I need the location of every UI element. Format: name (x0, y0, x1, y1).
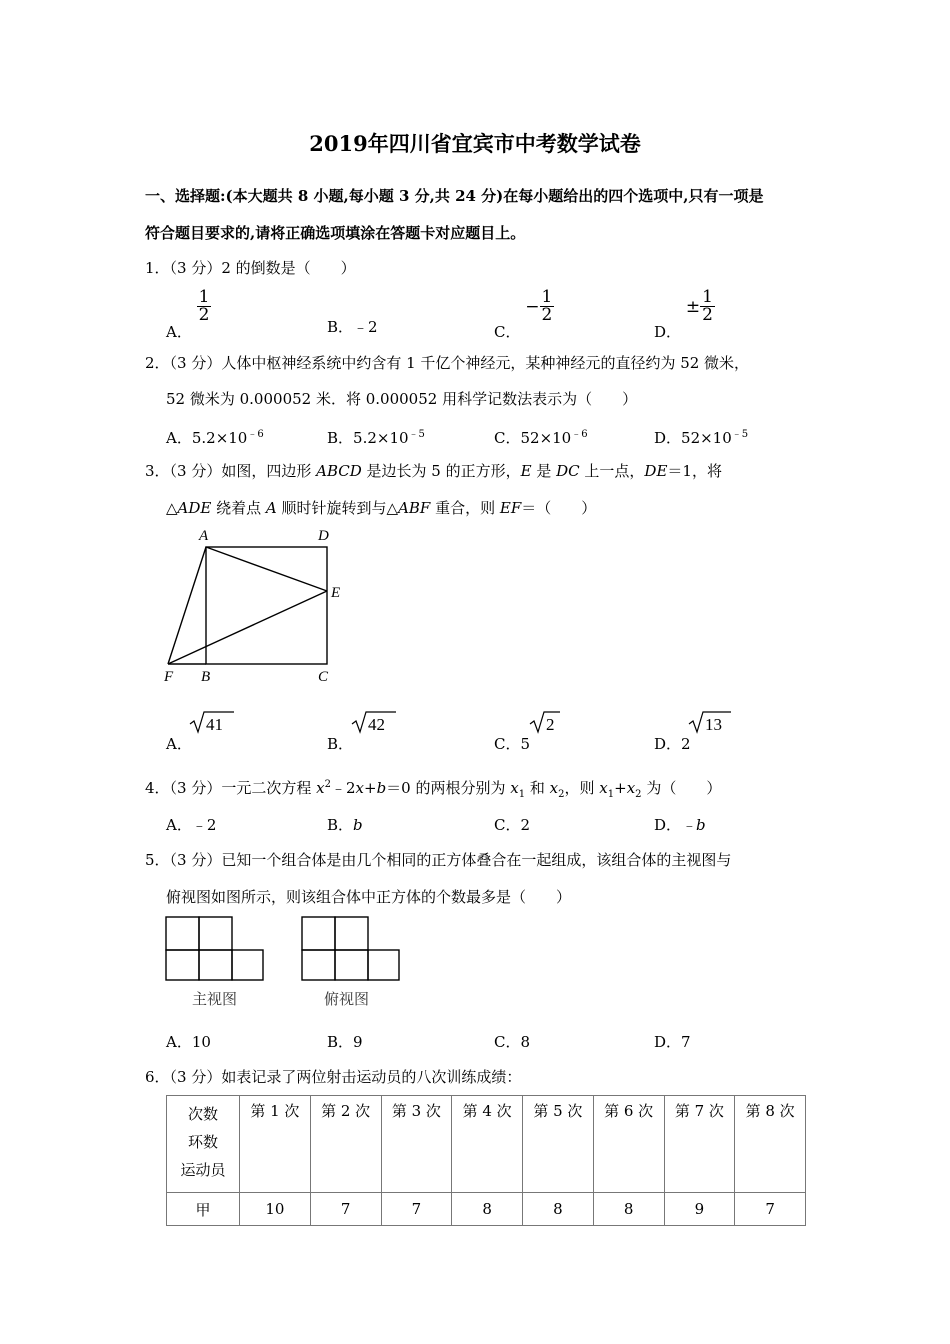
q1-a-fraction: $\frac{1}{2}$ (198, 287, 210, 325)
q2-option-d: D．$52\times 10^{﹣5}$ (654, 429, 749, 447)
label-a: A (199, 528, 209, 544)
square-abcd (206, 547, 327, 664)
table-header-row (167, 1096, 806, 1193)
q3-stem-line2: △ADE 绕着点 A 顺时针旋转到与△ABF 重合，则 EF＝（ ） (166, 499, 597, 517)
q4-stem: 4．（3 分）一元二次方程 $x^2﹣2x+b=0$ 的两根分别为 $x_1$ 和 $x_2$，则 $x_1+x_2$ 为（ ） (145, 779, 722, 800)
q5-stem-line1: 5．（3 分）已知一个组合体是由几个相同的正方体叠合在一起组成，该组合体的主视图与 (145, 851, 732, 869)
q3-b-sqrt (350, 710, 398, 736)
score-cell: 8 (452, 1193, 523, 1226)
segment-af (168, 547, 206, 664)
header-cell: 第 6 次 (593, 1096, 664, 1193)
front-view-label: 主视图 (192, 990, 238, 1008)
front-view-grid (166, 917, 263, 980)
q2-stem-line2: 52 微米为 0.000052 米．将 0.000052 用科学记数法表示为（ ） (166, 390, 638, 408)
q1-option-a (166, 289, 211, 342)
score-cell: 8 (593, 1193, 664, 1226)
q5-option-b: B．9 (327, 1033, 363, 1051)
q3-option-c: C．5 (494, 735, 531, 753)
q3-c-radicand: 2 (546, 715, 555, 734)
q1-option-b: B．﹣2 (327, 318, 378, 336)
q3-option-d: D．2 (654, 735, 691, 753)
q6-stem: 6．（3 分）如表记录了两位射击运动员的八次训练成绩： (145, 1068, 522, 1086)
header-cell: 第 4 次 (452, 1096, 523, 1193)
q3-d-radicand: 13 (705, 715, 722, 734)
q3-b-radicand: 42 (368, 715, 385, 734)
q5-option-a: A．10 (166, 1033, 211, 1051)
q2-option-c: C．$52\times 10^{﹣6}$ (494, 429, 588, 447)
q1-option-d: D． ± $\frac{1}{2}$ (654, 287, 713, 341)
page-title: 2019年四川省宜宾市中考数学试卷 (309, 131, 641, 156)
header-cell: 第 2 次 (310, 1096, 381, 1193)
q1-c-fraction: $\frac{1}{2}$ (541, 287, 553, 325)
label-e: E (331, 585, 341, 601)
header-cell: 第 7 次 (664, 1096, 735, 1193)
header-cell: 第 5 次 (523, 1096, 594, 1193)
q1-d-fraction: $\frac{1}{2}$ (702, 287, 713, 325)
segment-ae (206, 547, 327, 591)
q4-option-d: D．﹣b (654, 816, 706, 834)
q5-stem-line2: 俯视图如图所示，则该组合体中正方体的个数最多是（ ） (166, 888, 572, 906)
q1-a-label: A． (166, 322, 192, 341)
score-cell: 9 (664, 1193, 735, 1226)
q4-option-c: C．2 (494, 816, 531, 834)
q2-option-a: A．$5.2\times 10^{﹣6}$ (166, 429, 264, 447)
top-view-grid (302, 917, 399, 980)
row-name-cell: 甲 (167, 1193, 240, 1226)
q2-stem-line1: 2．（3 分）人体中枢神经系统中约含有 1 千亿个神经元，某种神经元的直径约为 52 微米， (145, 354, 750, 372)
score-table (166, 1095, 806, 1226)
header-cell: 第 3 次 (381, 1096, 452, 1193)
score-cell: 8 (523, 1193, 594, 1226)
table-row (167, 1193, 806, 1226)
header-cell: 第 1 次 (240, 1096, 311, 1193)
section-heading-line2: 符合题目要求的,请将正确选项填涂在答题卡对应题目上。 (145, 224, 526, 242)
score-cell: 7 (310, 1193, 381, 1226)
q2-option-b: B．$5.2\times 10^{﹣5}$ (327, 429, 425, 447)
q3-square-figure (155, 520, 355, 690)
table-corner-cell: 次数 环数 运动员 (167, 1096, 240, 1193)
q3-a-sqrt (188, 710, 236, 736)
q4-option-a: A．﹣2 (166, 816, 217, 834)
q3-a-radicand: 41 (206, 715, 223, 734)
score-cell: 7 (381, 1193, 452, 1226)
label-c: C (318, 669, 329, 685)
q5-option-d: D．7 (654, 1033, 691, 1051)
segment-fe (168, 591, 327, 664)
score-cell: 10 (240, 1193, 311, 1226)
q3-c-sqrt (528, 710, 562, 736)
section-heading-line1: 一、选择题:(本大题共 8 小题,每小题 3 分,共 24 分)在每小题给出的四个选项中,只有一项是 (145, 187, 764, 205)
q1-stem: 1．（3 分）2 的倒数是（ ） (145, 259, 356, 277)
q1-option-c: C． − $\frac{1}{2}$ (494, 287, 553, 341)
q3-stem-line1: 3．（3 分）如图，四边形 ABCD 是边长为 5 的正方形，E 是 DC 上一点，DE＝1，将 (145, 462, 722, 480)
q3-option-a: A． (166, 735, 192, 753)
q3-option-b: B． (327, 735, 354, 753)
q5-option-c: C．8 (494, 1033, 531, 1051)
label-f: F (164, 669, 174, 685)
label-b: B (201, 669, 211, 685)
q5-views-figure (160, 912, 410, 1012)
top-view-label: 俯视图 (324, 990, 370, 1008)
q3-d-sqrt (687, 710, 733, 736)
header-cell: 第 8 次 (735, 1096, 806, 1193)
score-cell: 7 (735, 1193, 806, 1226)
label-d: D (318, 528, 329, 544)
q4-option-b: B．b (327, 816, 363, 834)
